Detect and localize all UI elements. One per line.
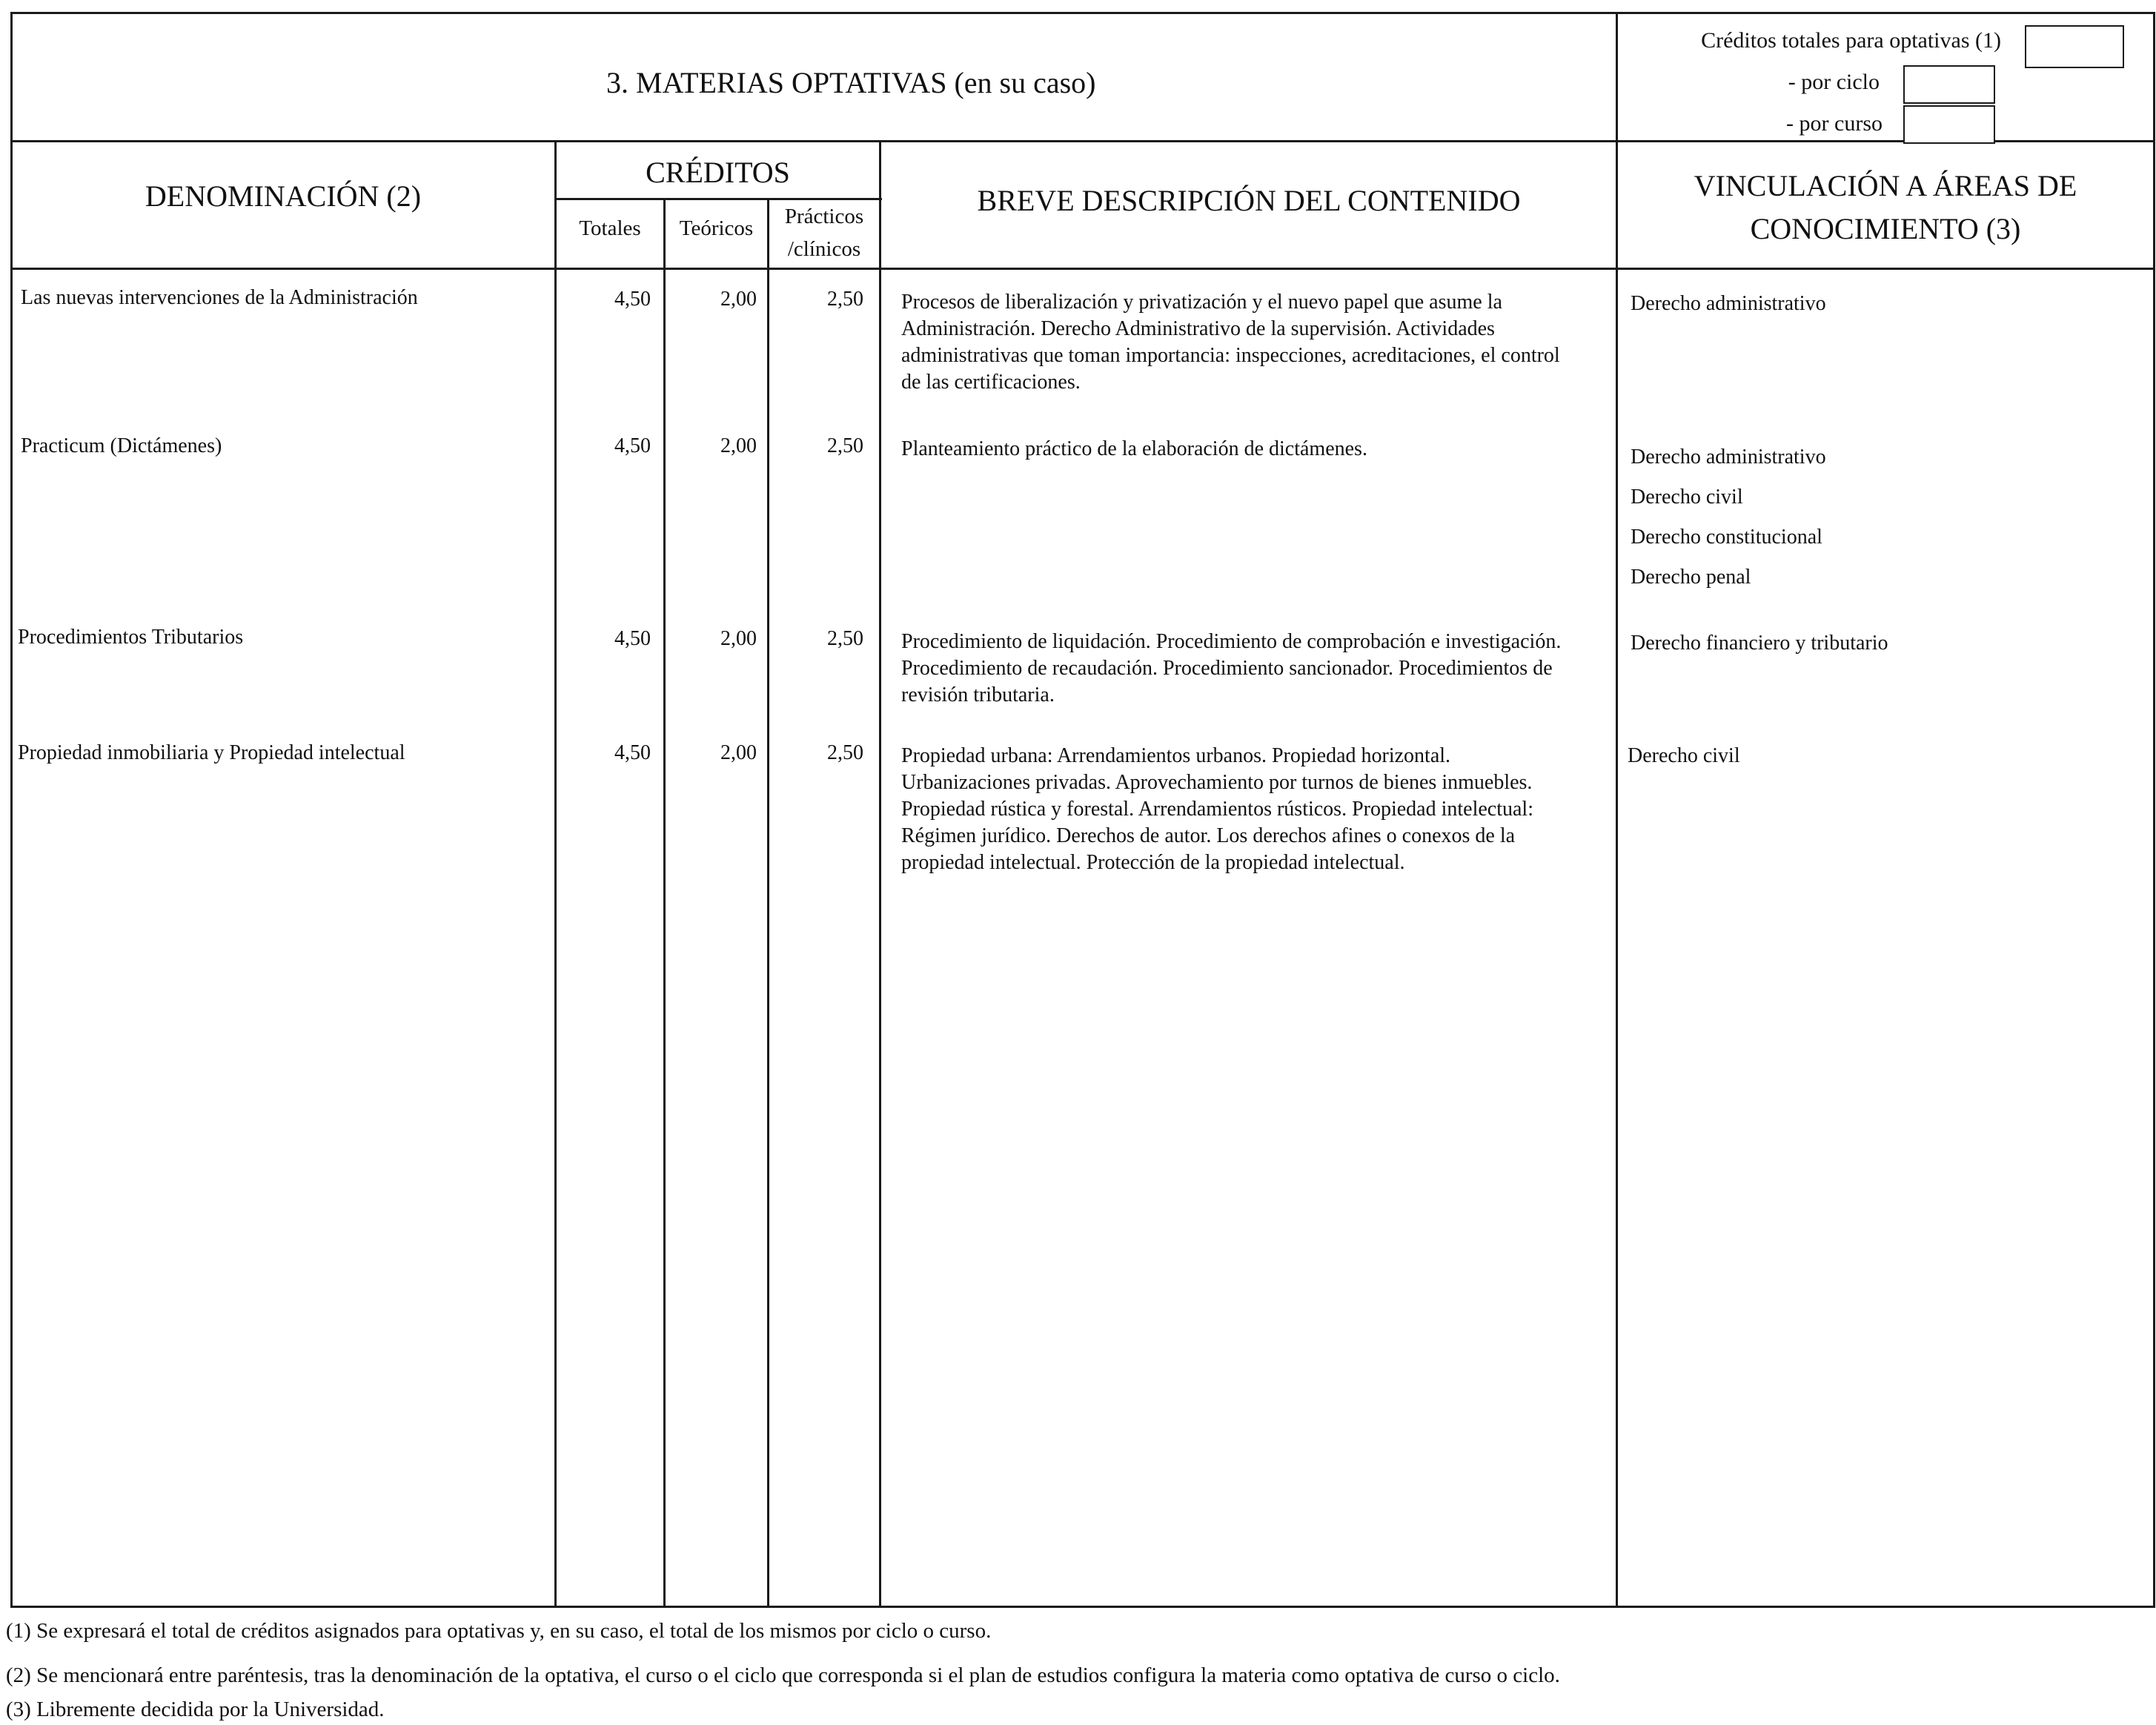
header-teoricos: Teóricos <box>679 216 754 240</box>
footnote-2: (2) Se mencionará entre paréntesis, tras la denominación de la optativa, el curso o el ciclo que corresponda si el plan de estudios configura la materia como optativa de curso o ciclo. <box>6 1663 1560 1687</box>
table-left-border <box>10 12 13 1608</box>
total-credits-label: Créditos totales para optativas (1) <box>1701 28 2001 53</box>
col-sep-teoricos <box>767 198 769 1608</box>
row-areas <box>1628 743 2139 769</box>
per-cycle-field[interactable] <box>1903 65 1995 104</box>
area-item: Derecho financiero y tributario <box>1631 632 1888 655</box>
row-totales: 4,50 <box>614 627 651 650</box>
header-creditos: CRÉDITOS <box>646 156 790 189</box>
area-item: Derecho civil <box>1631 486 1743 509</box>
area-item: Derecho constitucional <box>1631 526 1822 549</box>
page-title: 3. MATERIAS OPTATIVAS (en su caso) <box>606 66 1096 99</box>
header-practicos-line1: Prácticos <box>784 205 864 228</box>
column-header-divider <box>10 268 2155 270</box>
table-top-border <box>10 12 2155 14</box>
row-areas <box>1631 437 2142 597</box>
total-credits-field[interactable] <box>2025 25 2124 68</box>
row-practicos: 2,50 <box>827 741 863 764</box>
row-areas <box>1631 630 2142 657</box>
header-vinculacion-line1: VINCULACIÓN A ÁREAS DE <box>1694 169 2077 202</box>
col-sep-totales <box>663 198 666 1608</box>
area-item: Derecho civil <box>1628 744 1740 767</box>
area-item: Derecho penal <box>1631 566 1751 589</box>
footnote-1: (1) Se expresará el total de créditos asignados para optativas y, en su caso, el total de los mismos por ciclo o curso. <box>6 1619 992 1643</box>
area-item: Derecho administrativo <box>1631 446 1826 469</box>
row-descripcion: Procedimiento de liquidación. Procedimiento de comprobación e investigación. Procedimiento de recaudación. Procedimiento sancionador. Procedimientos de revisión tributaria. <box>901 630 1562 706</box>
header-practicos-line2: /clínicos <box>787 237 861 261</box>
table-bottom-border <box>10 1606 2155 1608</box>
row-totales: 4,50 <box>614 741 651 764</box>
per-course-field[interactable] <box>1903 105 1995 144</box>
row-practicos: 2,50 <box>827 627 863 650</box>
col-sep-practicos <box>879 140 881 1608</box>
row-denominacion: Propiedad inmobiliaria y Propiedad intelectual <box>18 741 405 764</box>
header-denominacion: DENOMINACIÓN (2) <box>145 179 422 213</box>
col-sep-descripcion <box>1616 140 1618 1608</box>
row-descripcion: Propiedad urbana: Arrendamientos urbanos. Propiedad horizontal. Urbanizaciones privadas. Aprovechamiento por turnos de bienes inmuebles. Propiedad rústica y forestal. Arrendamientos rústicos. Propiedad intelectual: Régimen jurídico. Derechos de autor. Los derechos afines o conexos de la propiedad intelectual. Protección de la propiedad intelectual. <box>901 744 1533 874</box>
row-totales: 4,50 <box>614 434 651 457</box>
row-descripcion: Planteamiento práctico de la elaboración de dictámenes. <box>901 437 1367 460</box>
header-practicos <box>769 200 880 265</box>
header-descripcion: BREVE DESCRIPCIÓN DEL CONTENIDO <box>977 184 1521 217</box>
row-practicos: 2,50 <box>827 434 863 457</box>
col-sep-denominacion <box>554 140 557 1608</box>
per-cycle-label: - por ciclo <box>1788 70 1880 94</box>
row-practicos: 2,50 <box>827 288 863 311</box>
row-descripcion: Procesos de liberalización y privatización y el nuevo papel que asume la Administración. Derecho Administrativo de la supervisión. Actividades administrativas que toman importancia: inspecciones, acreditaciones, el control de las certificaciones. <box>901 291 1560 394</box>
area-item: Derecho administrativo <box>1631 292 1826 315</box>
header-divider <box>10 140 2155 142</box>
row-teoricos: 2,00 <box>720 288 757 311</box>
row-areas <box>1631 291 2142 317</box>
row-denominacion: Procedimientos Tributarios <box>18 626 244 649</box>
footnote-3: (3) Libremente decidida por la Universidad. <box>6 1698 385 1721</box>
per-course-label: - por curso <box>1786 111 1883 136</box>
header-vinculacion-line2: CONOCIMIENTO (3) <box>1750 212 2021 245</box>
row-totales: 4,50 <box>614 288 651 311</box>
row-teoricos: 2,00 <box>720 434 757 457</box>
table-right-border <box>2153 12 2155 1608</box>
header-vinculacion <box>1617 165 2154 251</box>
header-totales: Totales <box>579 216 641 240</box>
row-denominacion: Practicum (Dictámenes) <box>21 434 222 457</box>
row-teoricos: 2,00 <box>720 741 757 764</box>
row-teoricos: 2,00 <box>720 627 757 650</box>
totals-panel-border <box>1616 12 1618 142</box>
row-denominacion: Las nuevas intervenciones de la Administración <box>21 286 418 309</box>
